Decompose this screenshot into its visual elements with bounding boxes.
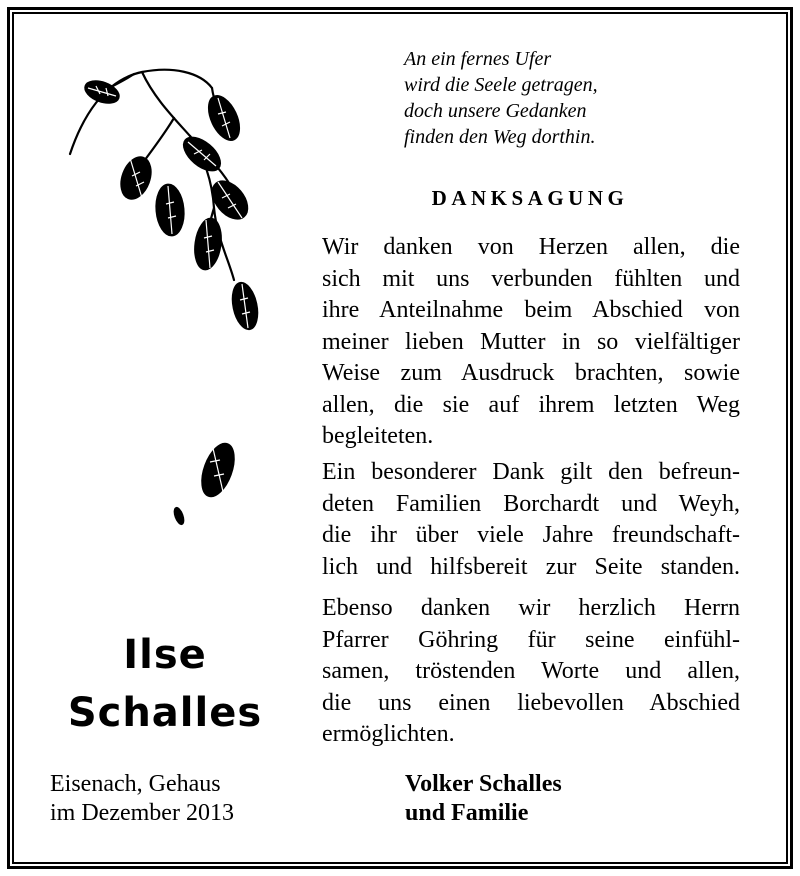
text-line: allen, die sie auf ihrem letzten Weg xyxy=(322,391,740,418)
date-line: im Dezember 2013 xyxy=(50,800,234,826)
text-line: Weise zum Ausdruck brachten, sowie xyxy=(322,360,740,386)
text-line: deten Familien Borchardt und Weyh, xyxy=(322,490,740,517)
place-and-date xyxy=(50,770,234,828)
text-line: ihre Anteilnahme beim Abschied von xyxy=(322,297,740,323)
birch-branch-illustration xyxy=(62,58,282,538)
paragraph-pastor xyxy=(322,593,740,751)
deceased-first-name: Ilse xyxy=(123,632,207,678)
text-line: begleiteten. xyxy=(322,423,434,449)
text-line: Wir danken von Herzen allen, die xyxy=(322,234,740,260)
text-line: meiner lieben Mutter in so vielfältiger xyxy=(322,328,740,355)
signature-name: Volker Schalles xyxy=(405,771,562,797)
text-line: Ein besonderer Dank gilt den befreun- xyxy=(322,459,740,485)
poem-line: An ein fernes Ufer xyxy=(404,48,552,70)
poem-line: finden den Weg dorthin. xyxy=(404,126,596,148)
heading-danksagung: DANKSAGUNG xyxy=(431,186,629,210)
deceased-last-name: Schalles xyxy=(67,690,263,736)
text-line: sich mit uns verbunden fühlten und xyxy=(322,265,740,292)
text-line: lich und hilfsbereit zur Seite standen. xyxy=(322,553,740,580)
paragraph-families xyxy=(322,457,740,583)
poem-line: doch unsere Gedanken xyxy=(404,100,587,122)
signature xyxy=(405,770,562,828)
place-line: Eisenach, Gehaus xyxy=(50,771,221,797)
text-line: die uns einen liebevollen Abschied xyxy=(322,689,740,716)
text-line: Ebenso danken wir herzlich Herrn xyxy=(322,595,740,621)
signature-family: und Familie xyxy=(405,800,529,826)
paragraph-thanks xyxy=(322,232,740,453)
text-line: samen, tröstenden Worte und allen, xyxy=(322,658,740,684)
text-line: die ihr über viele Jahre freundschaft- xyxy=(322,522,740,548)
text-line: Pfarrer Göhring für seine einfühl- xyxy=(322,626,740,653)
memorial-poem xyxy=(404,46,764,150)
text-line: ermöglichten. xyxy=(322,721,455,747)
poem-line: wird die Seele getragen, xyxy=(404,74,598,96)
